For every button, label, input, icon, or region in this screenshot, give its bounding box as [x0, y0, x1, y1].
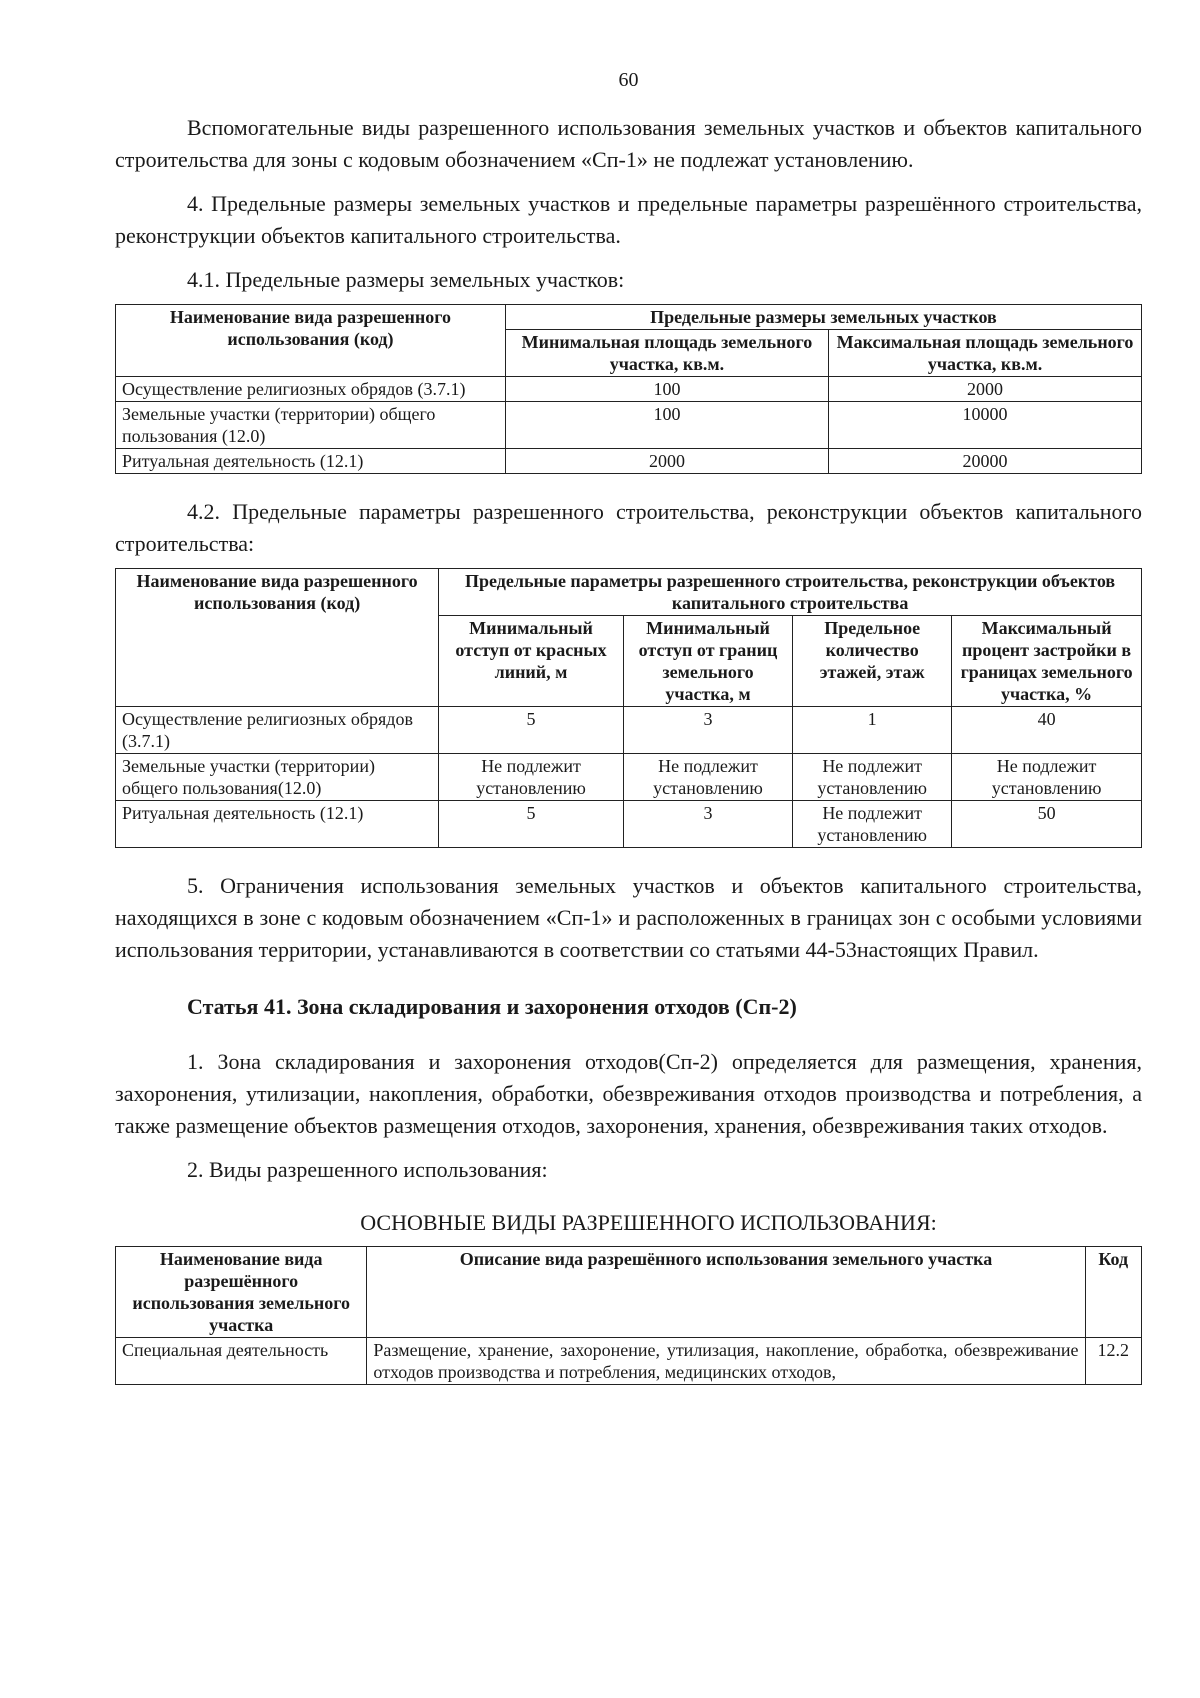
table-cell: Земельные участки (территории) общего пользования (12.0) [116, 402, 506, 449]
table-row [116, 377, 1142, 402]
table-cell: Осуществление религиозных обрядов (3.7.1) [116, 377, 506, 402]
table-cell: 20000 [829, 449, 1142, 474]
table-cell: Осуществление религиозных обрядов (3.7.1) [116, 707, 439, 754]
article-heading: Статья 41. Зона складирования и захоронения отходов (Сп-2) [187, 994, 797, 1019]
paragraph-section-5: 5. Ограничения использования земельных участков и объектов капитального строительства, находящихся в зоне с кодовым обозначением «Сп-1» и расположенных в границах зон с особыми условиями использования территории, устанавливаются в соответствии со статьями 44-53настоящих Правил. [115, 873, 1142, 962]
table-cell: Не подлежит установлению [793, 801, 952, 848]
table-row [116, 801, 1142, 848]
table-cell: Не подлежит установлению [439, 754, 624, 801]
table-cell: 100 [505, 377, 828, 402]
paragraph-section-4: 4. Предельные размеры земельных участков и предельные параметры разрешённого строительства, реконструкции объектов капитального строительства. [115, 191, 1142, 248]
main-uses-table [115, 1246, 1142, 1385]
table-header-cell: Минимальная площадь земельного участка, кв.м. [505, 330, 828, 377]
table-header-cell: Предельные размеры земельных участков [505, 305, 1141, 330]
table-row [116, 1338, 1142, 1385]
table-cell: 1 [793, 707, 952, 754]
table-row [116, 402, 1142, 449]
table-cell: 3 [623, 707, 792, 754]
table-cell: 5 [439, 707, 624, 754]
table-header-cell: Минимальный отступ от красных линий, м [439, 616, 624, 707]
table-cell: 2000 [829, 377, 1142, 402]
table-header-cell: Предельное количество этажей, этаж [793, 616, 952, 707]
paragraph-auxiliary-uses: Вспомогательные виды разрешенного использования земельных участков и объектов капитального строительства для зоны с кодовым обозначением «Сп-1» не подлежат установлению. [115, 115, 1142, 172]
table-cell: 10000 [829, 402, 1142, 449]
paragraph-permitted-uses: 2. Виды разрешенного использования: [187, 1157, 548, 1182]
table-cell: 50 [952, 801, 1142, 848]
table-header-cell: Минимальный отступ от границ земельного участка, м [623, 616, 792, 707]
table-cell: Ритуальная деятельность (12.1) [116, 801, 439, 848]
table-row [116, 707, 1142, 754]
table-cell: 5 [439, 801, 624, 848]
table-header-cell: Максимальная площадь земельного участка, кв.м. [829, 330, 1142, 377]
table-cell: Ритуальная деятельность (12.1) [116, 449, 506, 474]
table-row [116, 754, 1142, 801]
table-cell: Земельные участки (территории) общего пользования(12.0) [116, 754, 439, 801]
paragraph-zone-definition: 1. Зона складирования и захоронения отходов(Сп-2) определяется для размещения, хранения, захоронения, утилизации, накопления, обработки, обезвреживания отходов производства и потребления, а также размещение объектов размещения отходов, захоронения, хранения, обезвреживания таких отходов. [115, 1049, 1142, 1138]
table-header-cell: Наименование вида разрешенного использования (код) [116, 569, 439, 707]
table-cell: Размещение, хранение, захоронение, утилизация, накопление, обработка, обезвреживание отходов производства и потребления, медицинских отходов, [367, 1338, 1085, 1385]
table-cell: 40 [952, 707, 1142, 754]
main-uses-heading: ОСНОВНЫЕ ВИДЫ РАЗРЕШЕННОГО ИСПОЛЬЗОВАНИЯ: [360, 1210, 937, 1235]
plot-size-limits-table [115, 304, 1142, 474]
table-header-cell: Наименование вида разрешённого использования земельного участка [116, 1247, 367, 1338]
table-cell: 2000 [505, 449, 828, 474]
table-cell: Не подлежит установлению [952, 754, 1142, 801]
table-cell: 12.2 [1085, 1338, 1141, 1385]
table-cell: 100 [505, 402, 828, 449]
table-header-cell: Предельные параметры разрешенного строительства, реконструкции объектов капитального строительства [439, 569, 1142, 616]
table-cell: Не подлежит установлению [623, 754, 792, 801]
table-row [116, 449, 1142, 474]
construction-parameters-table [115, 568, 1142, 848]
table-header-cell: Максимальный процент застройки в границах земельного участка, % [952, 616, 1142, 707]
paragraph-section-4-1: 4.1. Предельные размеры земельных участков: [187, 267, 625, 292]
table-header-cell: Описание вида разрешённого использования земельного участка [367, 1247, 1085, 1338]
paragraph-section-4-2: 4.2. Предельные параметры разрешенного строительства, реконструкции объектов капитального строительства: [115, 499, 1142, 556]
table-header-cell: Код [1085, 1247, 1141, 1338]
table-cell: 3 [623, 801, 792, 848]
table-header-cell: Наименование вида разрешенного использования (код) [116, 305, 506, 377]
page-number: 60 [618, 69, 639, 91]
table-cell: Специальная деятельность [116, 1338, 367, 1385]
table-cell: Не подлежит установлению [793, 754, 952, 801]
